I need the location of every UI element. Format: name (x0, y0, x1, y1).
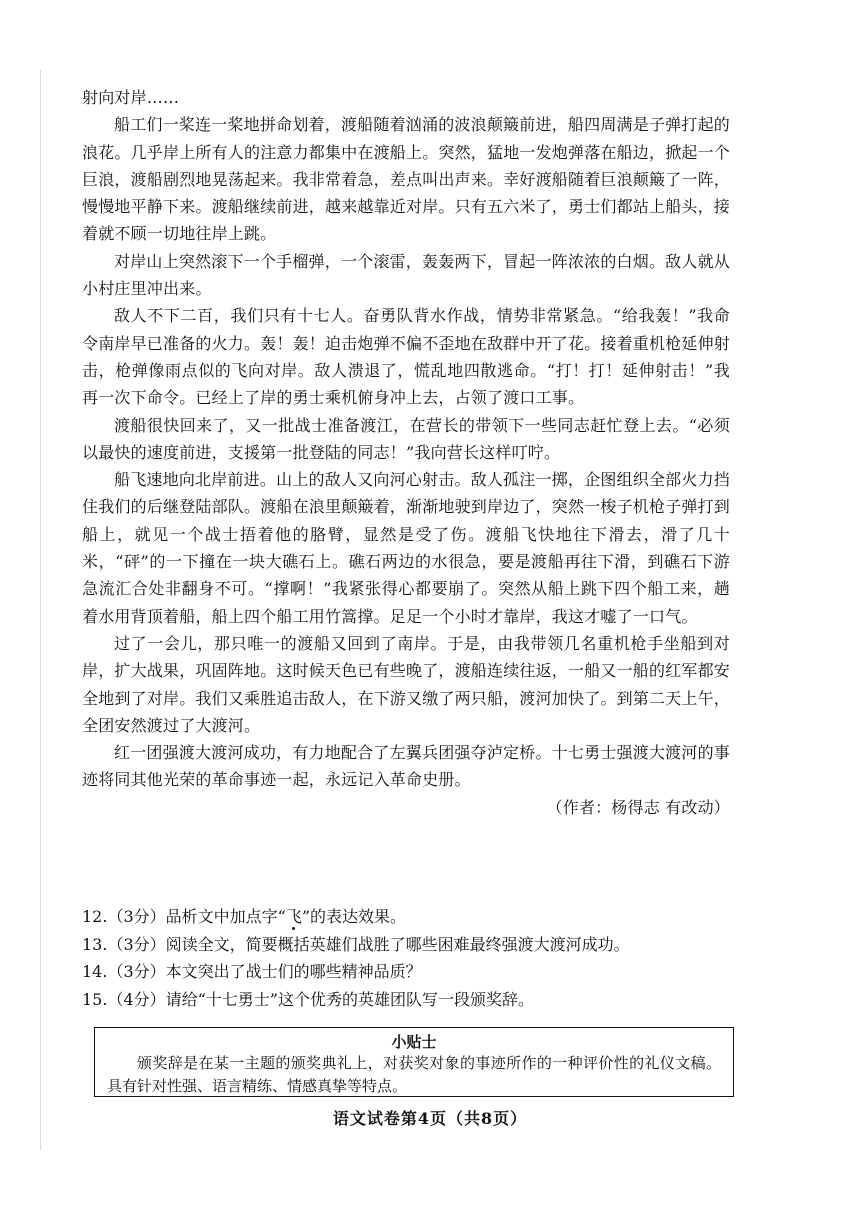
question-14: 14.（3分）本文突出了战士们的哪些精神品质？ (82, 962, 422, 981)
passage-paragraph-5: 船飞速地向北岸前进。山上的敌人又向河心射击。敌人孤注一掷，企图组织全部火力挡住我们的后继登陆部队。渡船在浪里颠簸着，渐渐地驶到岸边了，突然一梭子机枪子弹打到船上，就见一个战士捂着他的胳臂，显然是受了伤。渡船飞快地往下滑去，滑了几十米，“砰”的一下撞在一块大礁石上。礁石两边的水很急，要是渡船再往下滑，到礁石下游急流汇合处非翻身不可。“撑啊！”我紧张得心都要崩了。突然从船上跳下四个船工来，趟着水用背顶着船，船上四个船工用竹篙撑。足足一个小时才靠岸，我这才嘘了一口气。 (82, 470, 731, 626)
tip-body: 颁奖辞是在某一主题的颁奖典礼上，对获奖对象的事迹所作的一种评价性的礼仪文稿。具有针对性强、语言精练、情感真挚等特点。 (107, 1054, 721, 1095)
scan-edge (40, 70, 41, 1150)
reading-passage (82, 84, 730, 821)
passage-paragraph-4: 渡船很快回来了，又一批战士准备渡江，在营长的带领下一些同志赶忙登上去。“必须以最快的速度前进，支援第一批登陆的同志！”我向营长这样叮咛。 (82, 415, 730, 462)
author-note: （作者：杨得志 有改动） (546, 797, 730, 817)
passage-paragraph-1: 船工们一桨连一桨地拼命划着，渡船随着汹涌的波浪颠簸前进，船四周满是子弹打起的浪花。几乎岸上所有人的注意力都集中在渡船上。突然，猛地一发炮弹落在船边，掀起一个巨浪，渡船剧烈地晃荡起来。我非常着急，差点叫出声来。幸好渡船随着巨浪颠簸了一阵，慢慢地平静下来。渡船继续前进，越来越靠近对岸。只有五六米了，勇士们都站上船头，接着就不顾一切地往岸上跳。 (82, 115, 731, 244)
question-list (82, 903, 730, 1013)
emphasized-char: 飞 (285, 907, 302, 926)
question-13: 13.（3分）阅读全文，简要概括英雄们战胜了哪些困难最终强渡大渡河成功。 (82, 934, 630, 954)
page-footer: 语文试卷第4页（共8页） (332, 1109, 528, 1128)
question-15: 15.（4分）请给“十七勇士”这个优秀的英雄团队写一段颁奖辞。 (82, 989, 534, 1009)
question-12 (82, 903, 730, 931)
passage-paragraph-6: 过了一会儿，那只唯一的渡船又回到了南岸。于是，由我带领几名重机枪手坐船到对岸，扩大战果，巩固阵地。这时候天色已有些晚了，渡船连续往返，一船又一船的红军都安全地到了对岸。我们又乘胜追击敌人，在下游又缴了两只船，渡河加快了。到第二天上午，全团安然渡过了大渡河。 (82, 633, 731, 735)
question-12-suffix: ”的表达效果。 (301, 907, 407, 926)
tip-title: 小贴士 (391, 1033, 437, 1051)
passage-lead-line: 射向对岸…… (82, 88, 180, 107)
passage-paragraph-3: 敌人不下二百，我们只有十七人。奋勇队背水作战，情势非常紧急。“给我轰！”我命令南岸早已准备的火力。轰！轰！迫击炮弹不偏不歪地在敌群中开了花。接着重机枪延伸射击，枪弹像雨点似的飞向对岸。敌人溃退了，慌乱地四散逃命。“打！打！延伸射击！”我再一次下命令。已经上了岸的勇士乘机俯身冲上去，占领了渡口工事。 (82, 306, 731, 408)
question-12-prefix: 12.（3分）品析文中加点字“ (82, 907, 286, 926)
passage-paragraph-7: 红一团强渡大渡河成功，有力地配合了左翼兵团强夺泸定桥。十七勇士强渡大渡河的事迹将同其他光荣的革命事迹一起，永远记入革命史册。 (82, 743, 730, 790)
passage-paragraph-2: 对岸山上突然滚下一个手榴弹，一个滚雷，轰轰两下，冒起一阵浓浓的白烟。敌人就从小村庄里冲出来。 (82, 251, 730, 299)
tip-box (94, 1027, 734, 1097)
